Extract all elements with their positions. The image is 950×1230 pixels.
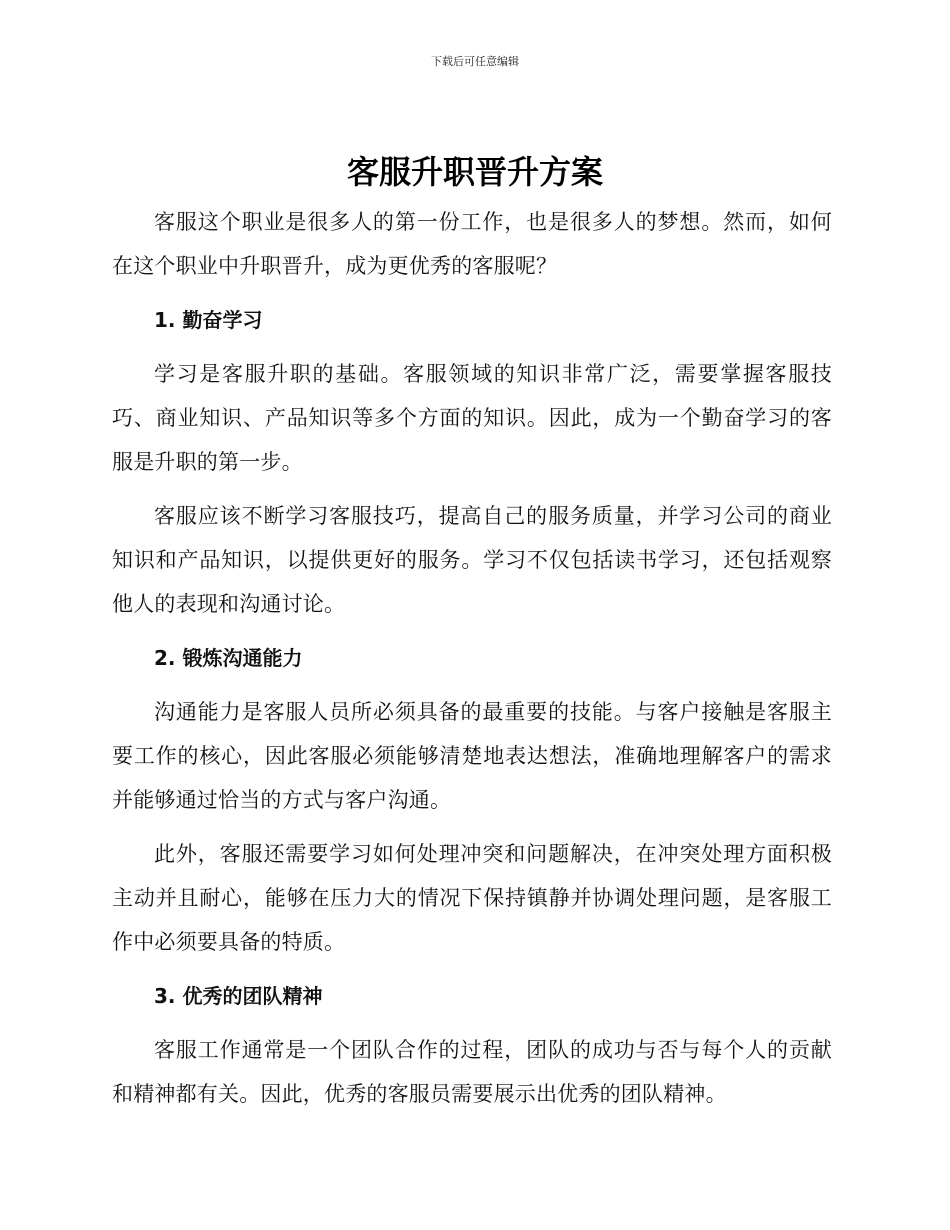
page-header: 下载后可任意编辑 — [431, 55, 519, 68]
section-heading-3: 3. 优秀的团队精神 — [154, 984, 323, 1008]
section-2-paragraph-1: 沟通能力是客服人员所必须具备的最重要的技能。与客户接触是客服主要工作的核心，因此客服必须能够清楚地表达想法，准确地理解客户的需求并能够通过恰当的方式与客户沟通。 — [112, 700, 832, 812]
intro-paragraph: 客服这个职业是很多人的第一份工作，也是很多人的梦想。然而，如何在这个职业中升职晋升，成为更优秀的客服呢？ — [112, 210, 832, 278]
section-3-paragraph-1: 客服工作通常是一个团队合作的过程，团队的成功与否与每个人的贡献和精神都有关。因此，优秀的客服员需要展示出优秀的团队精神。 — [112, 1038, 832, 1106]
document-title: 客服升职晋升方案 — [346, 153, 603, 191]
section-heading-2: 2. 锻炼沟通能力 — [154, 646, 303, 670]
section-heading-1: 1. 勤奋学习 — [154, 308, 263, 332]
document-body — [112, 200, 832, 1126]
section-2-paragraph-2: 此外，客服还需要学习如何处理冲突和问题解决，在冲突处理方面积极主动并且耐心，能够在压力大的情况下保持镇静并协调处理问题，是客服工作中必须要具备的特质。 — [112, 842, 832, 954]
section-1-paragraph-2: 客服应该不断学习客服技巧，提高自己的服务质量，并学习公司的商业知识和产品知识，以提供更好的服务。学习不仅包括读书学习，还包括观察他人的表现和沟通讨论。 — [112, 504, 832, 616]
section-1-paragraph-1: 学习是客服升职的基础。客服领域的知识非常广泛，需要掌握客服技巧、商业知识、产品知识等多个方面的知识。因此，成为一个勤奋学习的客服是升职的第一步。 — [112, 362, 832, 474]
